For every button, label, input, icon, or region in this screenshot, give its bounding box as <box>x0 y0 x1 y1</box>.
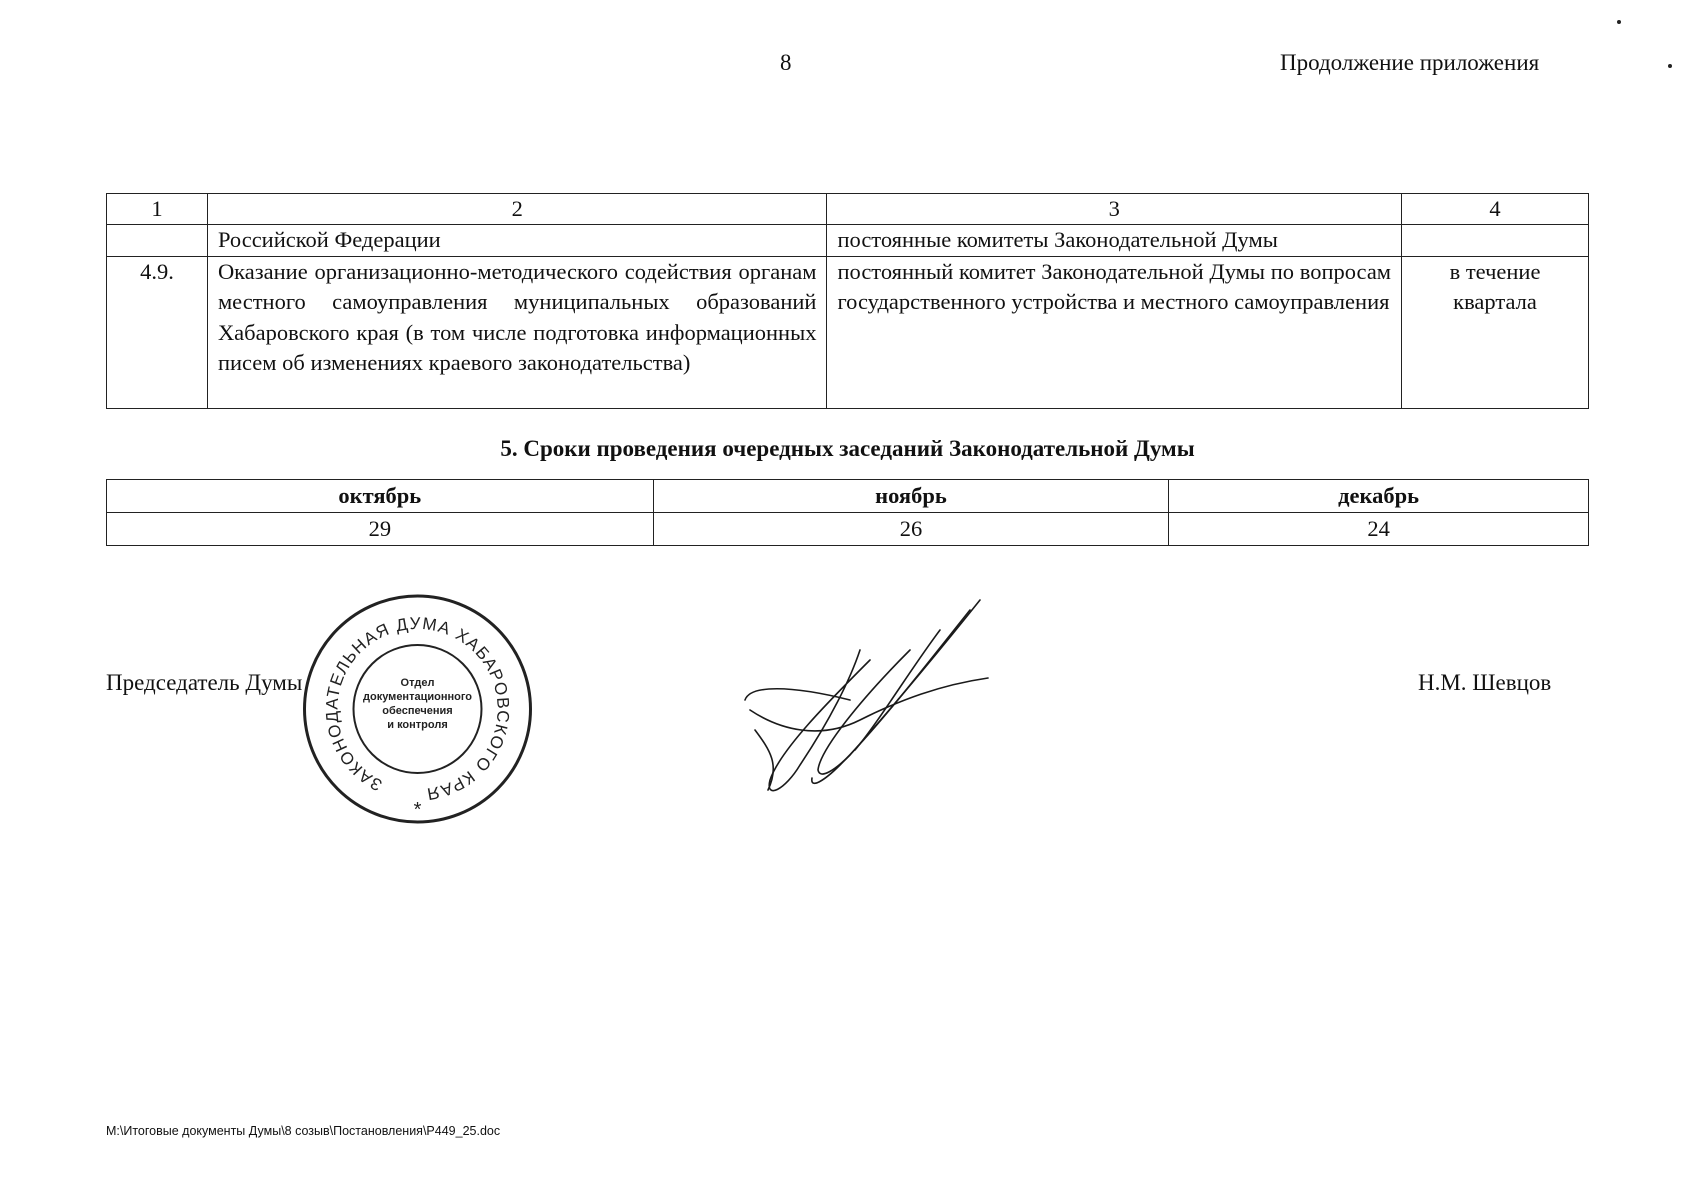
column-number: 1 <box>107 194 208 225</box>
session-day: 26 <box>653 513 1169 546</box>
file-path-footer: M:\Итоговые документы Думы\8 созыв\Постановления\Р449_25.doc <box>106 1124 501 1138</box>
scan-speck <box>1668 64 1672 68</box>
seal-center-line: Отдел <box>400 677 435 689</box>
chairman-title: Председатель Думы <box>106 670 303 695</box>
column-number: 3 <box>827 194 1402 225</box>
seal-star: * <box>413 799 422 821</box>
row-responsible: постоянный комитет Законодательной Думы по вопросам государственного устройства и местного самоуправления <box>827 256 1402 408</box>
signatory-name: Н.М. Шевцов <box>1418 670 1552 695</box>
session-day: 24 <box>1169 513 1589 546</box>
page-number: 8 <box>780 50 792 75</box>
row-number <box>107 225 208 257</box>
continuation-label: Продолжение приложения <box>1280 50 1540 75</box>
handwritten-signature <box>740 590 990 810</box>
seal-center-line: и контроля <box>387 719 448 731</box>
plan-table <box>106 193 1589 409</box>
table-row <box>107 225 1589 257</box>
month-header: октябрь <box>107 480 654 513</box>
session-day: 29 <box>107 513 654 546</box>
row-task: Оказание организационно-методического содействия органам местного самоуправления муниципальных образований Хабаровского края (в том числе подготовка информационных писем об изменениях краевого законодательства) <box>207 256 827 408</box>
row-task: Российской Федерации <box>207 225 827 257</box>
month-header: ноябрь <box>653 480 1169 513</box>
month-header: декабрь <box>1169 480 1589 513</box>
seal-ring-text: ЗАКОНОДАТЕЛЬНАЯ ДУМА ХАБАРОВСКОГО КРАЯ <box>322 613 513 804</box>
days-row <box>107 513 1589 546</box>
months-row <box>107 480 1589 513</box>
row-deadline <box>1402 225 1589 257</box>
column-number-row <box>107 194 1589 225</box>
seal-center-line: документационного <box>363 691 472 703</box>
column-number: 2 <box>207 194 827 225</box>
row-responsible: постоянные комитеты Законодательной Думы <box>827 225 1402 257</box>
row-number: 4.9. <box>107 256 208 408</box>
sessions-table <box>106 479 1589 546</box>
seal-center-line: обеспечения <box>382 705 453 717</box>
table-row <box>107 256 1589 408</box>
official-seal <box>300 594 535 826</box>
row-deadline: в течение квартала <box>1402 256 1589 408</box>
scan-speck <box>1617 20 1621 24</box>
column-number: 4 <box>1402 194 1589 225</box>
section-title: 5. Сроки проведения очередных заседаний Законодательной Думы <box>500 436 1195 461</box>
